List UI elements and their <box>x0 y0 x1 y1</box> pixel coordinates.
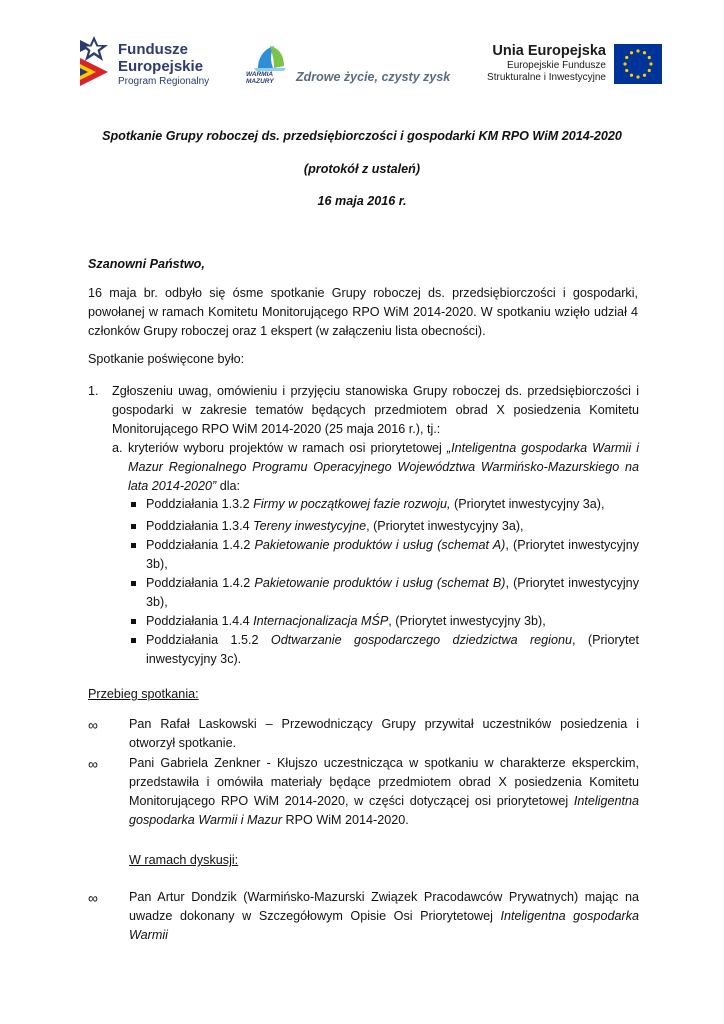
sub-post: dla: <box>216 479 241 493</box>
eu-star-icon <box>630 51 633 54</box>
point-2 <box>129 754 639 830</box>
point-3-italic: Inteligentna gospodarka Warmii <box>129 909 639 942</box>
header-logos <box>0 34 724 94</box>
fe-line2: Europejskie <box>118 58 204 75</box>
sub-italic: „Inteligentna gospodarka Warmii i Mazur Regionalnego Programu Operacyjnego Województwa Warmińsko-Mazurskiego na lata 2014-2020” <box>128 441 639 493</box>
infinity-bullet-icon: ∞ <box>88 717 98 733</box>
point-2-text: Pani Gabriela Zenkner - Kłujszo uczestnicząca w spotkaniu w charakterze eksperckim, przedstawiła i omówiła materiały będące przedmiotem obrad X posiedzenia Komitetu Monitorującego RPO WiM 2014-2020, w części dotyczącej osi priorytetowej <box>129 756 639 808</box>
bullet-italic: Firmy w początkowej fazie rozwoju, <box>253 497 451 511</box>
square-bullet-icon <box>131 502 136 507</box>
eu-flag-icon <box>614 44 662 84</box>
wm-name1: WARMIA <box>246 71 274 78</box>
bullet-italic: Odtwarzanie gospodarczego dziedzictwa regionu <box>270 633 572 647</box>
bullet-pre: Poddziałania 1.3.4 <box>146 519 254 533</box>
sub-letter: a. <box>112 441 123 455</box>
eu-star-icon <box>630 74 633 77</box>
square-bullet-icon <box>131 543 136 548</box>
fe-line1: Fundusze <box>118 41 188 58</box>
eu-star-icon <box>625 69 628 72</box>
eu-line1: Unia Europejska <box>492 43 606 59</box>
infinity-bullet-icon: ∞ <box>88 756 98 772</box>
bullet-post: , (Priorytet inwestycyjny 3b), <box>388 614 546 628</box>
bullet-post: , (Priorytet inwestycyjny 3b), <box>146 538 639 571</box>
bullet-pre: Poddziałania 1.4.2 <box>146 576 255 590</box>
bullet-item <box>146 631 639 669</box>
infinity-bullet-icon: ∞ <box>88 890 98 906</box>
square-bullet-icon <box>131 619 136 624</box>
eu-star-icon <box>636 49 639 52</box>
bullet-italic: Pakietowanie produktów i usług (schemat A) <box>254 538 506 552</box>
point-3 <box>129 888 639 945</box>
eu-star-icon <box>643 51 646 54</box>
eu-star-icon <box>648 69 651 72</box>
bullet-item <box>146 612 639 631</box>
fe-line3: Program Regionalny <box>118 76 210 87</box>
eu-star-icon <box>649 62 652 65</box>
eu-star-icon <box>625 56 628 59</box>
sub-item-text <box>128 439 639 496</box>
bullet-item <box>146 495 639 514</box>
eu-line3: Strukturalne i Inwestycyjne <box>487 72 606 83</box>
bullet-post: (Priorytet inwestycyjny 3a), <box>450 497 605 511</box>
fe-star-icon <box>78 36 110 90</box>
square-bullet-icon <box>131 581 136 586</box>
slogan: Zdrowe życie, czysty zysk <box>296 70 451 84</box>
point-2-italic: Inteligentna gospodarka Warmii i Mazur <box>129 794 639 827</box>
bullet-post: , (Priorytet inwestycyjny 3c). <box>146 633 639 666</box>
point-2-post: RPO WiM 2014-2020. <box>282 813 409 827</box>
eu-star-icon <box>636 75 639 78</box>
point-3-text: Pan Artur Dondzik (Warmińsko-Mazurski Związek Pracodawców Prywatnych) mając na uwadze dokonany w Szczegółowym Opisie Osi Priorytetowej <box>129 890 639 923</box>
bullet-italic: Tereny inwestycyjne <box>253 519 367 533</box>
bullet-italic: Pakietowanie produktów i usług (schemat B) <box>254 576 506 590</box>
point-1 <box>129 715 639 753</box>
document-date: 16 maja 2016 r. <box>317 194 407 208</box>
eu-star-icon <box>643 74 646 77</box>
item1-number: 1. <box>88 384 99 398</box>
bullet-item <box>146 574 639 612</box>
intro-paragraph: 16 maja br. odbyło się ósme spotkanie Grupy roboczej ds. przedsiębiorczości i gospodarki, powołanej w ramach Komitetu Monitorującego RPO WiM 2014-2020. W spotkaniu wzięło udział 4 członków Grupy roboczej oraz 1 ekspert (w załączeniu lista obecności). <box>88 286 638 338</box>
item1-text: Zgłoszeniu uwag, omówieniu i przyjęciu stanowiska Grupy roboczej ds. przedsiębiorczości i gospodarki w zakresie tematów będących przedmiotem obrad X posiedzenia Komitetu Monitorującego RPO WiM 2014-2020 (25 maja 2016 r.), tj.: <box>112 384 639 436</box>
point-1-text: Pan Rafał Laskowski – Przewodniczący Grupy przywitał uczestników posiedzenia i otworzył spotkanie. <box>129 717 639 750</box>
wm-name <box>246 71 274 85</box>
bullet-pre: Poddziałania 1.4.2 <box>146 538 255 552</box>
bullet-pre: Poddziałania 1.5.2 <box>146 633 271 647</box>
greeting: Szanowni Państwo, <box>88 257 205 271</box>
document-subtitle: (protokół z ustaleń) <box>303 162 421 176</box>
bullet-post: , (Priorytet inwestycyjny 3b), <box>146 576 639 609</box>
document-title: Spotkanie Grupy roboczej ds. przedsiębiorczości i gospodarki KM RPO WiM 2014-2020 <box>102 129 622 143</box>
bullet-pre: Poddziałania 1.4.4 <box>146 614 254 628</box>
bullet-italic: Internacjonalizacja MŚP <box>253 614 389 628</box>
fundusze-europejskie-logo <box>78 36 228 92</box>
sub-pre: kryteriów wyboru projektów w ramach osi priorytetowej <box>128 441 447 455</box>
eu-star-icon <box>648 56 651 59</box>
section-title: Przebieg spotkania: <box>88 687 199 701</box>
eu-line2: Europejskie Fundusze <box>507 60 606 71</box>
square-bullet-icon <box>131 638 136 643</box>
wm-name2: MAZURY <box>246 78 274 85</box>
discussion-title: W ramach dyskusji: <box>129 853 239 867</box>
bullet-item <box>146 517 639 536</box>
eu-text <box>487 43 606 84</box>
eu-star-icon <box>623 62 626 65</box>
bullet-pre: Poddziałania 1.3.2 <box>146 497 254 511</box>
bullet-item <box>146 536 639 574</box>
purpose-intro: Spotkanie poświęcone było: <box>88 352 245 366</box>
square-bullet-icon <box>131 524 136 529</box>
bullet-post: , (Priorytet inwestycyjny 3a), <box>366 519 524 533</box>
